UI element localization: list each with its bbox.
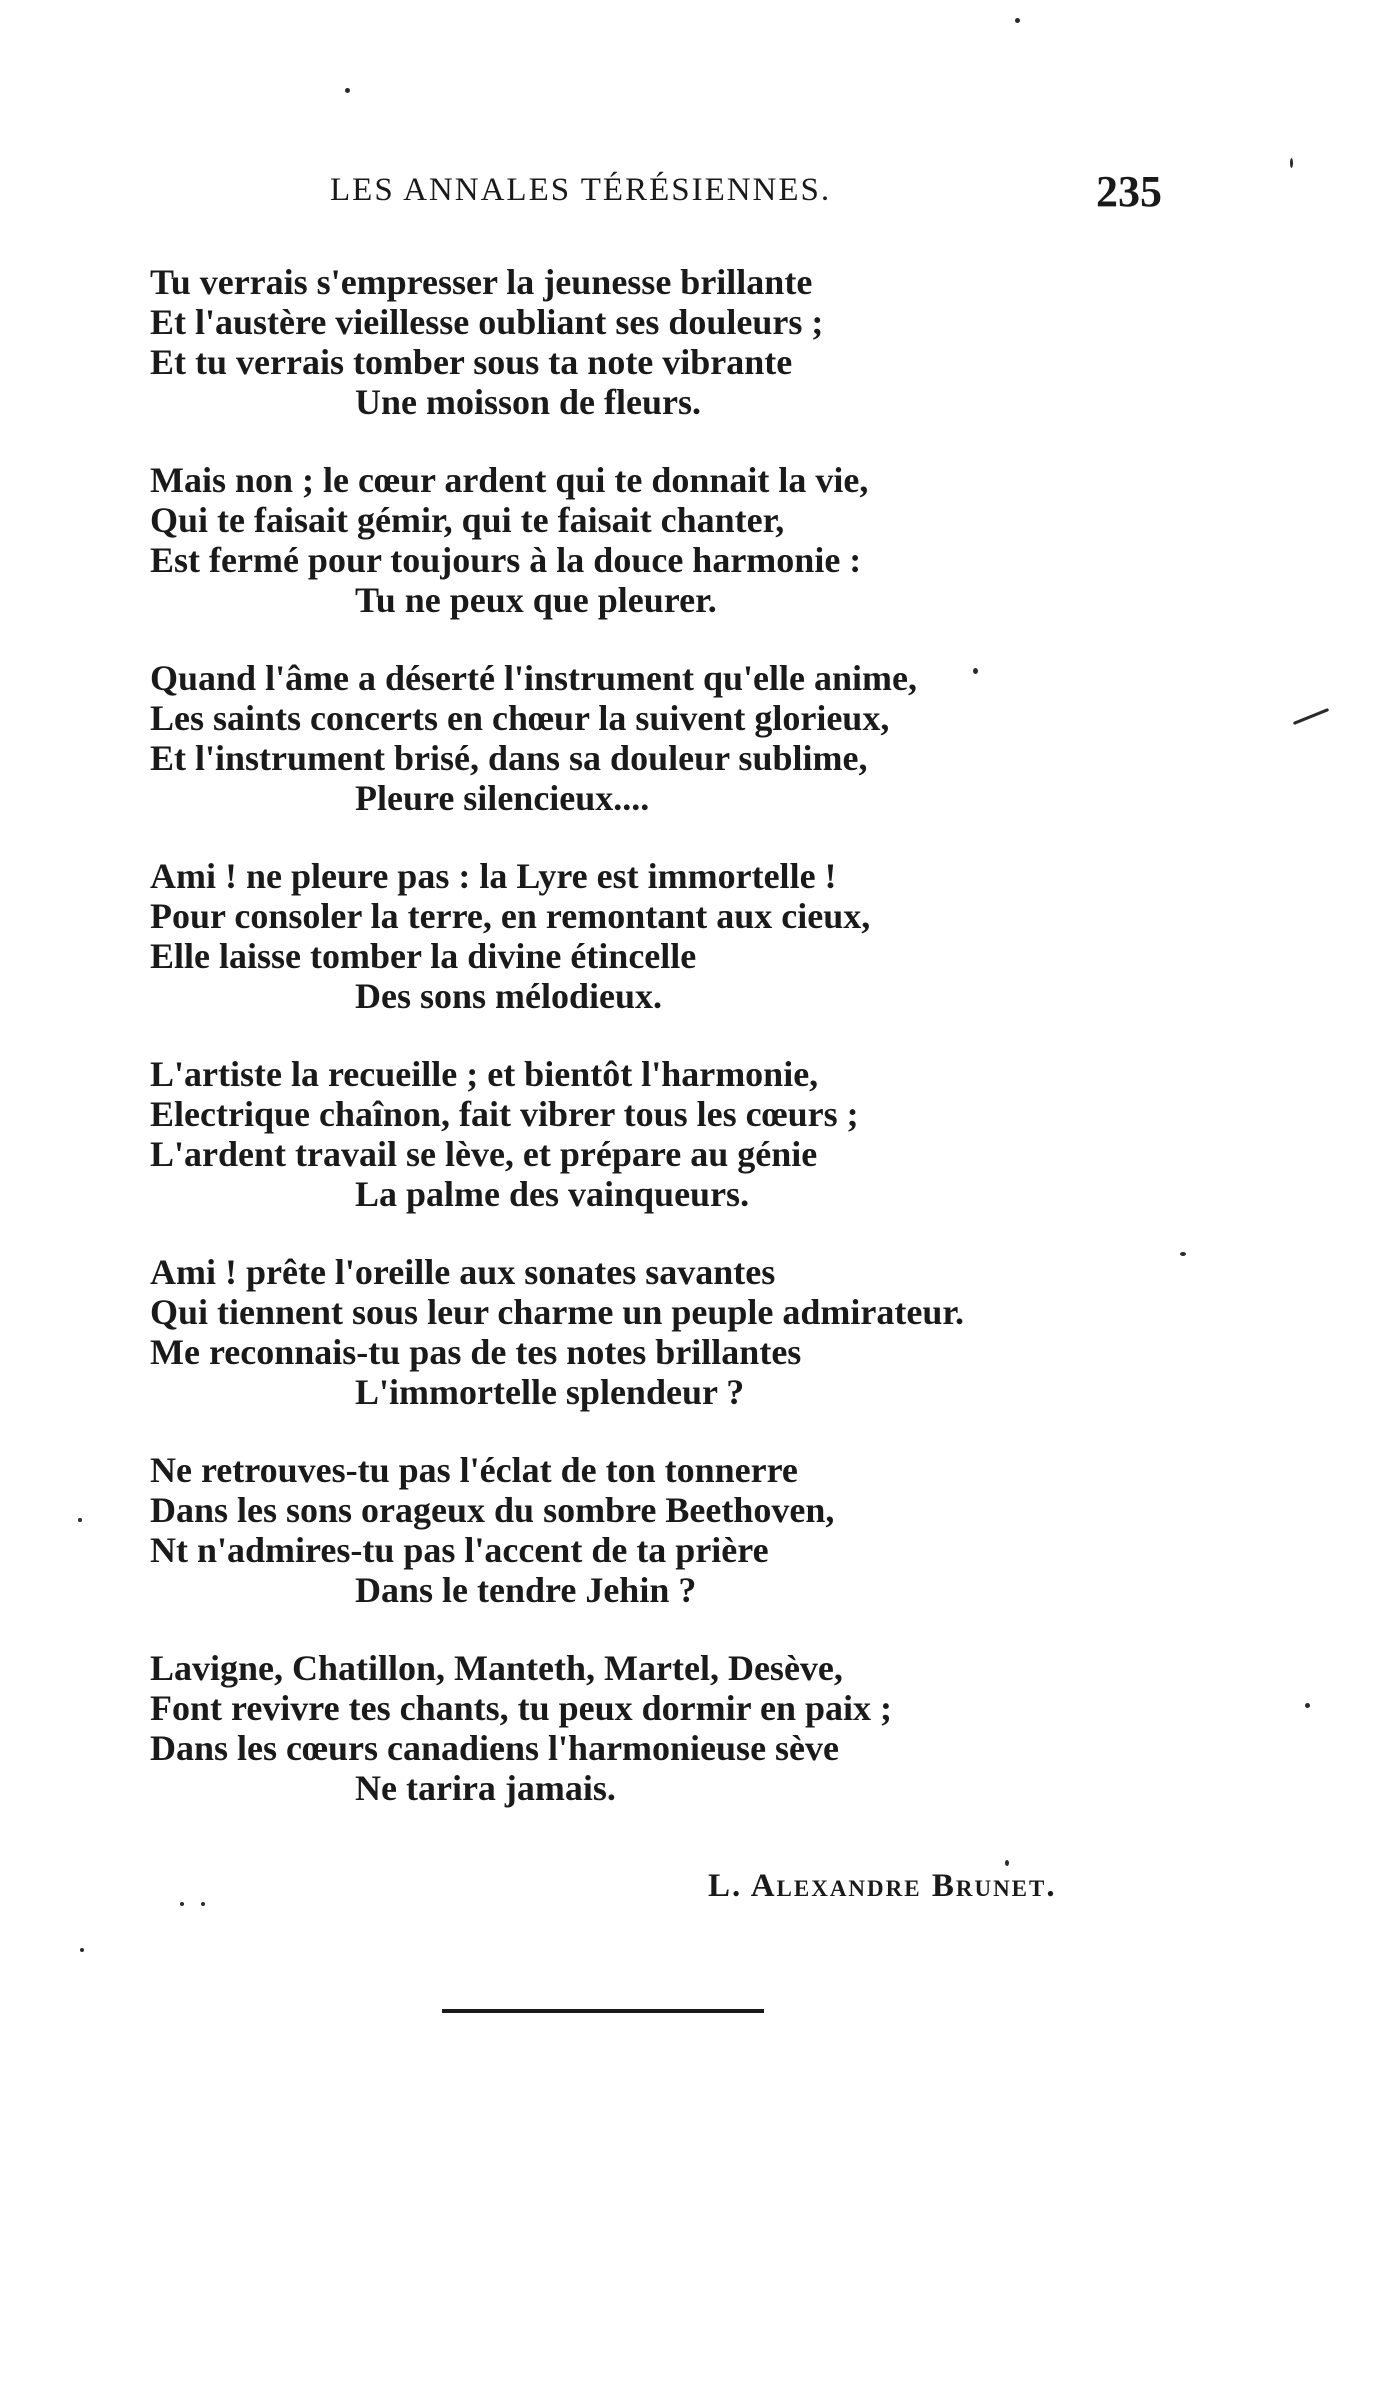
scan-speck — [201, 1902, 205, 1906]
scan-speck — [345, 88, 350, 93]
scan-speck — [1290, 158, 1293, 168]
verse-line-short: La palme des vainqueurs. — [355, 1174, 750, 1214]
verse-line: Ami ! ne pleure pas : la Lyre est immortelle ! — [150, 856, 837, 896]
verse-line: Electrique chaînon, fait vibrer tous les cœurs ; — [150, 1094, 859, 1134]
verse-line: Mais non ; le cœur ardent qui te donnait la vie, — [150, 460, 869, 500]
page-number: 235 — [1096, 167, 1162, 216]
verse-line: L'artiste la recueille ; et bientôt l'harmonie, — [150, 1054, 819, 1094]
stanza-4 — [150, 856, 1210, 1016]
stanza-1 — [150, 262, 1210, 422]
stanza-7 — [150, 1450, 1210, 1610]
scan-speck — [1305, 1703, 1310, 1708]
stanza-8 — [150, 1648, 1210, 1808]
verse-line: Qui te faisait gémir, qui te faisait chanter, — [150, 500, 785, 540]
scan-speck — [78, 1518, 82, 1522]
scan-speck — [973, 668, 978, 674]
verse-line: Quand l'âme a déserté l'instrument qu'elle anime, — [150, 658, 917, 698]
verse-line-short: Des sons mélodieux. — [355, 976, 663, 1016]
verse-line-short: Pleure silencieux.... — [355, 778, 650, 818]
verse-line: Me reconnais-tu pas de tes notes brillantes — [150, 1332, 802, 1372]
scan-speck — [1005, 1860, 1009, 1866]
verse-line: Et l'instrument brisé, dans sa douleur sublime, — [150, 738, 868, 778]
verse-line: Dans les sons orageux du sombre Beethoven, — [150, 1490, 835, 1530]
verse-line: Tu verrais s'empresser la jeunesse brillante — [150, 262, 813, 302]
verse-line: Les saints concerts en chœur la suivent glorieux, — [150, 698, 890, 738]
stanza-2 — [150, 460, 1210, 620]
running-title: LES ANNALES TÉRÉSIENNES. — [330, 172, 832, 208]
scan-speck — [1015, 18, 1020, 23]
verse-line-short: L'immortelle splendeur ? — [355, 1372, 745, 1412]
stanza-3 — [150, 658, 1210, 818]
verse-line: Ami ! prête l'oreille aux sonates savantes — [150, 1252, 776, 1292]
stanza-6 — [150, 1252, 1210, 1412]
verse-line: Pour consoler la terre, en remontant aux cieux, — [150, 896, 871, 936]
poem — [150, 262, 1210, 1846]
verse-line-short: Dans le tendre Jehin ? — [355, 1570, 697, 1610]
verse-line: Est fermé pour toujours à la douce harmonie : — [150, 540, 862, 580]
author-signature: L. Alexandre Brunet. — [708, 1868, 1057, 1904]
verse-line: Nt n'admires-tu pas l'accent de ta prière — [150, 1530, 769, 1570]
scan-speck — [80, 1948, 84, 1952]
verse-line: Qui tiennent sous leur charme un peuple admirateur. — [150, 1292, 965, 1332]
verse-line: Et l'austère vieillesse oubliant ses douleurs ; — [150, 302, 824, 342]
verse-line: Font revivre tes chants, tu peux dormir en paix ; — [150, 1688, 892, 1728]
verse-line: Ne retrouves-tu pas l'éclat de ton tonnerre — [150, 1450, 798, 1490]
verse-line: Lavigne, Chatillon, Manteth, Martel, Desève, — [150, 1648, 843, 1688]
closing-rule — [442, 2009, 764, 2013]
stanza-5 — [150, 1054, 1210, 1214]
verse-line-short: Tu ne peux que pleurer. — [355, 580, 717, 620]
verse-line-short: Ne tarira jamais. — [355, 1768, 616, 1808]
verse-line: Dans les cœurs canadiens l'harmonieuse sève — [150, 1728, 840, 1768]
verse-line: Elle laisse tomber la divine étincelle — [150, 936, 697, 976]
verse-line: Et tu verrais tomber sous ta note vibrante — [150, 342, 793, 382]
verse-line-short: Une moisson de fleurs. — [355, 382, 702, 422]
verse-line: L'ardent travail se lève, et prépare au génie — [150, 1134, 818, 1174]
scan-speck — [180, 1902, 184, 1906]
scan-speck — [1180, 1252, 1186, 1256]
scan-speck — [1293, 708, 1329, 725]
